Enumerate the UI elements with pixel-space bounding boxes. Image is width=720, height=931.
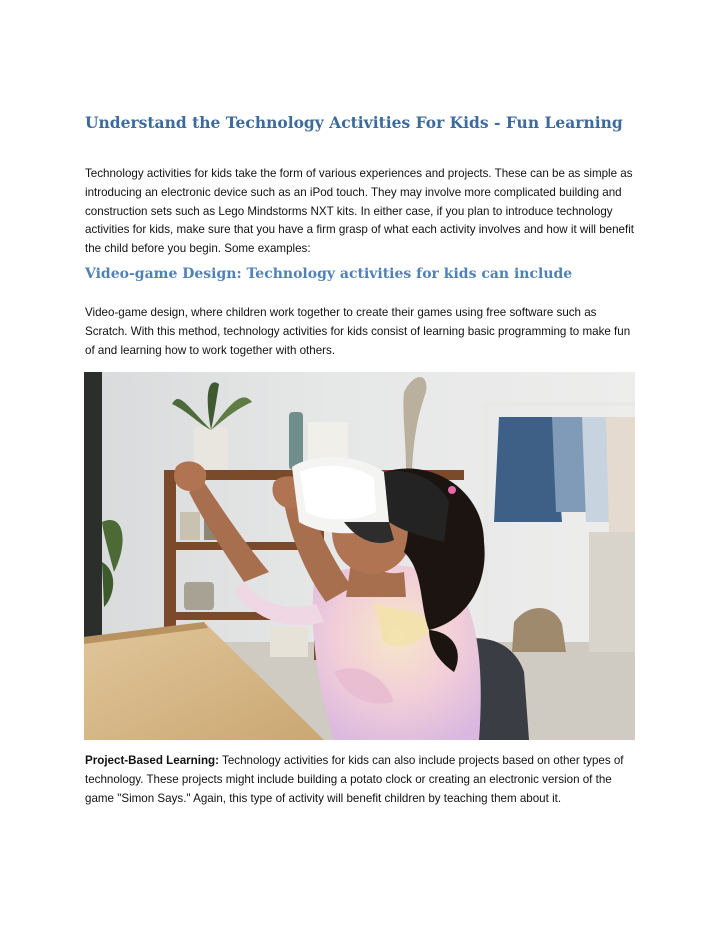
project-text: Technology activities for kids can also include projects based on other types of technology. These projects might include building a potato clock or creating an electronic version of the game "Simon Says." Again, this type of activity will benefit children by teaching them about it. (85, 754, 624, 805)
vr-girl-photo (84, 372, 635, 740)
section-heading: Video-game Design: Technology activities for kids can include (85, 266, 573, 282)
project-paragraph (85, 752, 637, 808)
page-title: Understand the Technology Activities For Kids - Fun Learning (85, 113, 623, 132)
video-game-paragraph: Video-game design, where children work together to create their games using free software such as Scratch. With this method, technology activities for kids consist of learning basic programming to make fun of and learning how to work together with others. (85, 306, 631, 357)
project-label: Project-Based Learning: (85, 754, 220, 767)
intro-paragraph: Technology activities for kids take the form of various experiences and projects. These can be as simple as introducing an electronic device such as an iPod touch. They may involve more complicated building and construction sets such as Lego Mindstorms NXT kits. In either case, if you plan to introduce technology activities for kids, make sure that you have a firm grasp of what each activity involves and how it will benefit the child before you begin. Some examples: (85, 167, 635, 256)
